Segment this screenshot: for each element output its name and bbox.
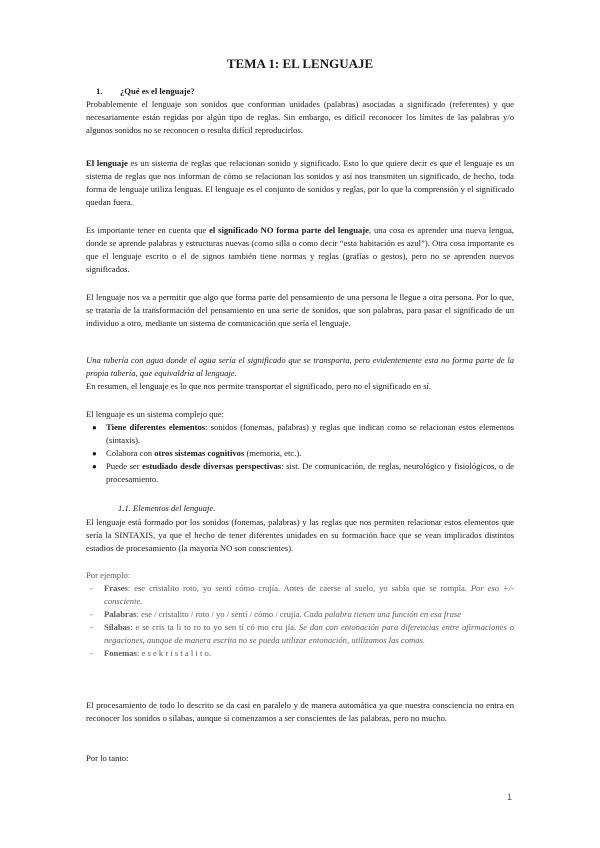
- example-note: Se dan con entonación para diferencias entre afirmaciones o negaciones, aunque de manera escrita no se pueda utilizar entonación, utilizamos las comas.: [104, 622, 514, 645]
- dash-icon: -: [90, 648, 93, 658]
- paragraph-6: [86, 408, 514, 486]
- list-item: [86, 447, 514, 460]
- summary-text: En resumen, el lenguaje es lo que nos permite transportar el significado, pero no el significado en sí.: [86, 381, 432, 391]
- example-item: [86, 647, 514, 660]
- example-label: Palabras: [104, 609, 137, 619]
- list-intro: El lenguaje es un sistema complejo que:: [86, 409, 224, 419]
- list-item: [86, 421, 514, 447]
- bullet-icon: ●: [92, 462, 97, 471]
- examples-list: [86, 582, 514, 660]
- example-note: Cada palabra tienen una función en esa frase: [303, 609, 462, 619]
- paragraph-2: [86, 157, 514, 209]
- term-lenguaje: El lenguaje: [86, 158, 128, 168]
- bullet-icon: ●: [92, 449, 97, 458]
- list-item: [86, 460, 514, 486]
- list-item-pre: Colabora con: [106, 448, 155, 458]
- page-title: TEMA 1: EL LENGUAJE: [226, 56, 374, 71]
- subsection-heading: 1.1. Elementos del lenguaje.: [118, 503, 216, 513]
- example-label: Fonemas: [104, 648, 137, 658]
- paragraph-4: El lenguaje nos va a permitir que algo que forma parte del pensamiento de una persona le llegue a otra persona. Por lo que, se trataría de la transformación del pensamiento en una serie de sonidos, que son palabras, para pasar el significado de un individuo a otro, mediante un sistema de comunicación que sería el lenguaje.: [86, 292, 514, 328]
- paragraph-7: El lenguaje está formado por los sonidos (fonemas, palabras) y las reglas que nos permiten relacionar estos elementos que sería la SINTAXIS, ya que el hecho de tener diferentes unidades en su formación hace que se vean implicados distintos estadios de procesamiento (la mayoría NO son conscientes).: [86, 517, 514, 553]
- paragraph-5: [86, 354, 514, 393]
- list-item-text: : sonidos (fonemas, palabras) y reglas que indican como se relacionan estos elementos (sintaxis).: [106, 422, 514, 445]
- example-label: Frases: [104, 583, 128, 593]
- analogy-text: Una tubería con agua donde el agua sería el significado que se transporta, pero evidentemente esta no forma parte de la propia tubería, que equivaldría al lenguaje.: [86, 355, 514, 378]
- example-label: Sílabas: [104, 622, 131, 632]
- features-list: [86, 421, 514, 486]
- bullet-icon: ●: [92, 423, 97, 432]
- section-title: ¿Qué es el lenguaje?: [120, 86, 195, 96]
- page-number: 1: [507, 792, 513, 802]
- list-item-bold: Tiene diferentes elementos: [106, 422, 206, 432]
- example-text: : e s e k r i s t a l i t o.: [136, 648, 211, 658]
- example-note: Por eso +/- consciente.: [104, 583, 514, 606]
- dash-icon: -: [90, 622, 93, 632]
- paragraph-1: Probablemente el lenguaje son sonidos que conforman unidades (palabras) asociadas a significado (referentes) y que necesariamente están regidas por algún tipo de reglas. Sin embargo, es difícil reconocer los límites de las palabras y/o algunos sonidos no se reconocen o resulta difícil reproducirlos.: [86, 99, 514, 135]
- example-item: [86, 621, 514, 647]
- example-text: : ese / cristalito / roto / yo / sentí / cómo / crujía.: [136, 609, 302, 619]
- section-heading: [96, 86, 195, 96]
- example-item: [86, 608, 514, 621]
- dash-icon: -: [90, 609, 93, 619]
- paragraph-2-text: es un sistema de reglas que relacionan sonido y significado. Esto lo que quiere decir es que el lenguaje es un sistema de reglas que nos informan de cómo se relacionan los sonidos y así nos transmiten un significado, de hecho, toda forma de lenguaje utiliza lenguas. El lenguaje es el conjunto de sonidos y reglas, por lo que la comprensión y el significado quedan fuera.: [86, 158, 514, 207]
- example-item: [86, 582, 514, 608]
- example-text: : e se cris ta li to ro to yo sen tí có mo cru jía.: [130, 622, 297, 632]
- list-item-bold: otros sistemas cognitivos: [154, 448, 245, 458]
- paragraph-3-text: , una cosa es aprender una nueva lengua, donde se aprende palabras y estructuras nuevas (como silla o como decir “esta habitación es azul”). Otra cosa importante es que el lenguaje escrito o el de signos también tiene normas y reglas (grafías o gestos), pero no se aprenden nuevos significados.: [86, 225, 514, 274]
- paragraph-9: Por lo tanto:: [86, 753, 129, 763]
- dash-icon: -: [90, 583, 93, 593]
- list-item-pre: Puede ser: [106, 461, 143, 471]
- paragraph-3-bold: el significado NO forma parte del lenguaje: [209, 225, 369, 235]
- paragraph-3-pre: Es importante tener en cuenta que: [86, 225, 210, 235]
- section-number: 1.: [96, 86, 103, 96]
- list-item-bold: estudiado desde diversas perspectivas: [142, 461, 282, 471]
- example-text: : ese cristalito roto, yo sentí cómo crujía. Antes de caerse al suelo, yo sabía que se rompía.: [127, 583, 467, 593]
- examples-intro: Por ejemplo:: [86, 570, 131, 580]
- paragraph-8: El procesamiento de todo lo descrito se da casi en paralelo y de manera automática ya que nuestra consciencia no entra en reconocer los sonidos o sílabas, aunque sí comenzamos a ser conscientes de las palabras, pero no mucho.: [86, 700, 514, 723]
- list-item-text: (memoria, etc.).: [244, 448, 302, 458]
- examples-block: [86, 569, 514, 660]
- list-item-text: : sist. De comunicación, de reglas, neurológico y fisiológicos, o de procesamiento.: [106, 461, 514, 484]
- paragraph-3: [86, 224, 514, 276]
